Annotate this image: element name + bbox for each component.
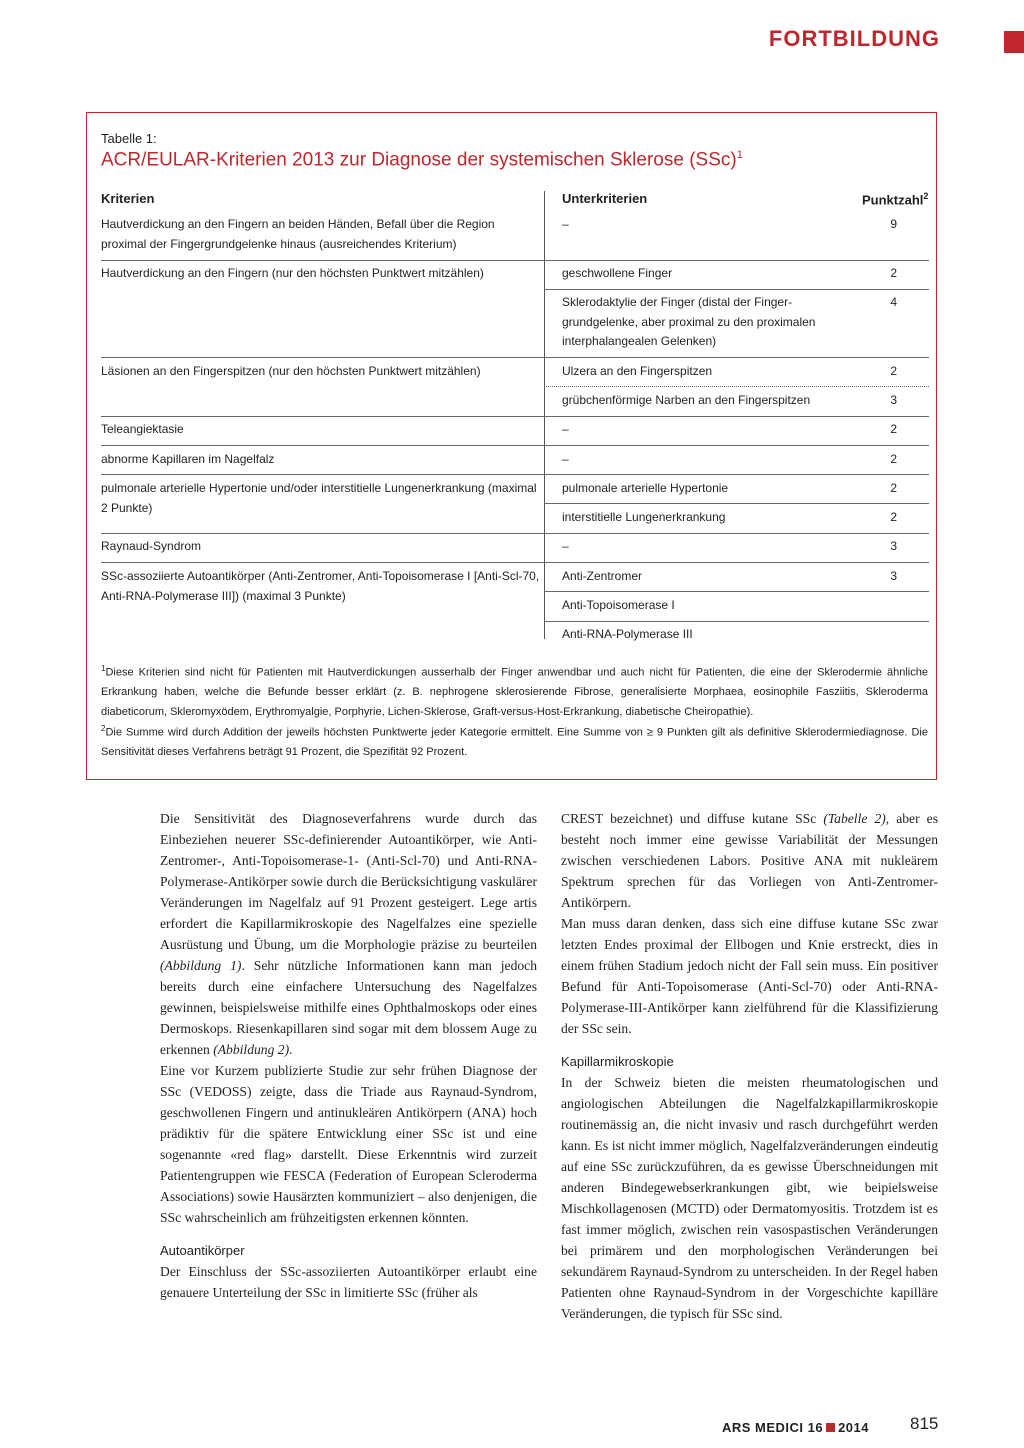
table-title-text: ACR/EULAR-Kriterien 2013 zur Diagnose der systemischen Sklerose (SSc): [101, 149, 737, 171]
header-punktzahl: [862, 191, 928, 207]
row-divider: [544, 621, 929, 622]
table-cell-unterkriterium: –: [562, 422, 569, 436]
footnote-1-sup: 1: [101, 664, 106, 673]
journal-name: ARS MEDICI 16: [721, 1420, 824, 1435]
table-cell-punkte: 2: [890, 266, 897, 280]
footnote-2-text: Die Summe wird durch Addition der jeweils höchsten Punktwerte jeder Kategorie ermittelt. Eine Summe von ≥ 9 Punkten gilt als definitive Sklerodermiediagnose. Die Sensitivität dieses Verfahrens beträgt 91 Prozent, die Spezifität 92 Prozent.: [101, 726, 928, 759]
row-divider-dotted: [544, 386, 929, 387]
text-span: .: [289, 1042, 293, 1057]
footer-journal: [722, 1420, 869, 1435]
footnote-1-text: Diese Kriterien sind nicht für Patienten mit Hautverdickungen ausserhalb der Finger anwendbar und auch nicht für Patienten, die eine der Sklerodermie ähnliche Erkrankung haben, welche die Befunde besser erklärt (z. B. nephrogene sklerosierende Fibrose, generalisierte Morphaea, eosinophile Fasziitis, Skleroderma diabeticorum, Skleromyxödem, Erythromyalgie, Porphyrie, Lichen-Sklerose, Graft-versus-Host-Erkrankung, diabetische Cheiropathie).: [101, 666, 928, 718]
left-column: [160, 808, 537, 1303]
header-unterkriterien: Unterkriterien: [562, 191, 648, 206]
table-box: [86, 112, 937, 780]
table-cell-unterkriterium: –: [562, 217, 569, 231]
section-marker: [1004, 31, 1024, 53]
header-kriterien: Kriterien: [101, 191, 155, 206]
paragraph: Eine vor Kurzem publizierte Studie zur sehr frühen Diagnose der SSc (VEDOSS) zeigte, dass die Triade aus Raynaud-Syndrom, geschwollenen Fingern und antinukleären Antikörpern (ANA) hoch prädiktiv für die spätere Entwicklung einer SSc ist und eine sogenannte «red flag» darstellt. Diese Erkenntnis wird zurzeit Patientengruppen wie FESCA (Federation of European Scleroderma Associations) sowie Hausärzten kommuniziert – also denjenigen, die SSc wahrscheinlich am frühzeitigsten erkennen könnten.: [160, 1063, 537, 1225]
subheading-autoantikoerper: Autoantikörper: [160, 1243, 245, 1258]
table-cell-unterkriterium: Anti-Topoisomerase I: [562, 598, 675, 612]
table-cell-punkte: 2: [890, 364, 897, 378]
table-cell-unterkriterium: Sklerodaktylie der Finger (distal der Fingergrundgelenke, aber proximal zu den proximalen interphalangealen Gelenken): [562, 295, 816, 348]
paragraph: In der Schweiz bieten die meisten rheumatologischen und angiologischen Abteilungen die Nagelfalzkapillarmikroskopie routinemässig an, die nicht invasiv und rasch durchgeführt werden kann. Es ist nicht immer möglich, Nagelfalzveränderungen eindeutig auf eine SSc zurückzuführen, da es gewisse Überschneidungen mit anderen Bindegewebserkrankungen gibt, wie beipielsweise Mischkollagenosen (MCTD) oder Dermatomyositis. Trotzdem ist es fast immer möglich, zwischen rein vasospastischen Veränderungen bei primärem und den morphologischen Veränderungen bei sekundärem Raynaud-Syndrom zu unterscheiden. In der Regel haben Patienten ohne Raynaud-Syndrom in der Vorgeschichte kapilläre Veränderungen, die typisch für SSc sind.: [561, 1075, 938, 1321]
figure-ref: (Abbildung 2): [213, 1042, 290, 1057]
table-ref: (Tabelle 2): [823, 811, 886, 826]
table-cell-kriterium: abnorme Kapillaren im Nagelfalz: [101, 452, 275, 466]
table-cell-unterkriterium: pulmonale arterielle Hypertonie: [562, 481, 729, 495]
footnote-1: [101, 659, 928, 722]
table-cell-unterkriterium: grübchenförmige Narben an den Fingerspitzen: [562, 393, 811, 407]
table-cell-kriterium: Hautverdickung an den Fingern an beiden Händen, Befall über die Region proximal der Fingergrundgelenke hinaus (ausreichendes Kriterium): [101, 217, 495, 251]
table-cell-unterkriterium: –: [562, 452, 569, 466]
table-cell-kriterium: Läsionen an den Fingerspitzen (nur den höchsten Punktwert mitzählen): [101, 364, 481, 378]
table-cell-punkte: 3: [890, 393, 897, 407]
row-divider: [101, 357, 929, 358]
table-cell-punkte: 3: [890, 539, 897, 553]
table-cell-unterkriterium: geschwollene Finger: [562, 266, 673, 280]
section-label: FORTBILDUNG: [768, 26, 940, 51]
subheading-kapillarmikroskopie: Kapillarmikroskopie: [561, 1054, 674, 1069]
column-divider: [544, 191, 545, 639]
text-span: . Sehr nützliche Informationen kann man jedoch bereits durch eine einfachere Untersuchung des Nagelfalzes gewinnen, beispielsweise mithilfe eines Ophthalmoskops oder eines Dermoskops. Riesenkapillaren sind sogar mit dem blossem Auge zu erkennen: [160, 958, 538, 1057]
table-title-sup: 1: [736, 149, 743, 161]
text-span: Die Sensitivität des Diagnoseverfahrens wurde durch das Einbeziehen neuerer SSc-definierender Autoantikörper, wie Anti-Zentromer-, Anti-Topoisomerase-1- (Anti-Scl-70) und Anti-RNA-Polymerase-Antikörper sowie durch die Berücksichtigung vaskulärer Veränderungen im Nagelfalz auf 91 Prozent gesteigert. Lege artis erfordert die Kapillarmikroskopie des Nagelfalzes eine spezielle Ausrüstung und Übung, um die Morphologie präzise zu beurteilen: [160, 811, 537, 952]
table-cell-punkte: 3: [890, 569, 897, 583]
row-divider: [544, 591, 929, 592]
page-number: 815: [910, 1414, 939, 1433]
paragraph: Der Einschluss der SSc-assoziierten Autoantikörper erlaubt eine genauere Unterteilung der SSc in limitierte SSc (früher als: [160, 1264, 537, 1300]
table-cell-kriterium: SSc-assoziierte Autoantikörper (Anti-Zentromer, Anti-Topoisomerase I [Anti-Scl-70, Anti-RNA-Polymerase III]) (maximal 3 Punkte): [101, 569, 540, 603]
footnote-2: [101, 719, 928, 763]
right-column: [561, 808, 938, 1324]
table-cell-punkte: 9: [890, 217, 897, 231]
table-cell-unterkriterium: Anti-RNA-Polymerase III: [562, 627, 693, 641]
figure-ref: (Abbildung 1): [160, 958, 242, 973]
table-cell-punkte: 2: [890, 481, 897, 495]
table-cell-unterkriterium: –: [562, 539, 569, 553]
table-cell-kriterium: Raynaud-Syndrom: [101, 539, 202, 553]
row-divider: [101, 533, 929, 534]
row-divider: [101, 445, 929, 446]
table-title: [101, 149, 743, 171]
table-cell-punkte: 2: [890, 510, 897, 524]
paragraph: [561, 808, 938, 913]
table-cell-unterkriterium: Anti-Zentromer: [562, 569, 643, 583]
row-divider: [101, 260, 929, 261]
footer-square-icon: [826, 1423, 835, 1432]
table-cell-unterkriterium: interstitielle Lungenerkrankung: [562, 510, 726, 524]
table-cell-punkte: 2: [890, 422, 897, 436]
text-span: , aber es besteht noch immer eine gewisse Variabilität der Messungen zwischen verschiedenen Labors. Positive ANA mit nukleärem Spektrum sprechen für das Vorliegen von Anti-Zentromer-Antikörpern.: [561, 811, 938, 910]
table-cell-kriterium: Hautverdickung an den Fingern (nur den höchsten Punktwert mitzählen): [101, 266, 484, 280]
table-cell-punkte: 2: [890, 452, 897, 466]
header-punktzahl-sup: 2: [923, 191, 929, 201]
row-divider: [101, 562, 929, 563]
row-divider: [101, 474, 929, 475]
row-divider: [544, 289, 929, 290]
paragraph: Man muss daran denken, dass sich eine diffuse kutane SSc zwar letzten Endes proximal der Ellbogen und Knie erstreckt, dies in einem frühen Stadium jedoch nicht der Fall sein muss. Ein positiver Befund für Anti-Topoisomerase (Anti-Scl-70) oder Anti-RNA-Polymerase-III-Antikörper kann zielführend für die Klassifizierung der SSc sein.: [561, 916, 938, 1036]
table-cell-kriterium: pulmonale arterielle Hypertonie und/oder interstitielle Lungenerkrankung (maximal 2 Punkte): [101, 481, 537, 515]
header-punktzahl-text: Punktzahl: [862, 192, 924, 208]
journal-year: 2014: [838, 1420, 869, 1435]
row-divider: [101, 416, 929, 417]
paragraph: [160, 808, 537, 1060]
table-label: Tabelle 1:: [101, 131, 157, 146]
table-cell-unterkriterium: Ulzera an den Fingerspitzen: [562, 364, 713, 378]
footnote-2-sup: 2: [101, 724, 106, 733]
table-cell-kriterium: Teleangiektasie: [101, 422, 184, 436]
row-divider: [544, 503, 929, 504]
table-cell-punkte: 4: [890, 295, 897, 309]
text-span: CREST bezeichnet) und diffuse kutane SSc: [561, 811, 824, 826]
